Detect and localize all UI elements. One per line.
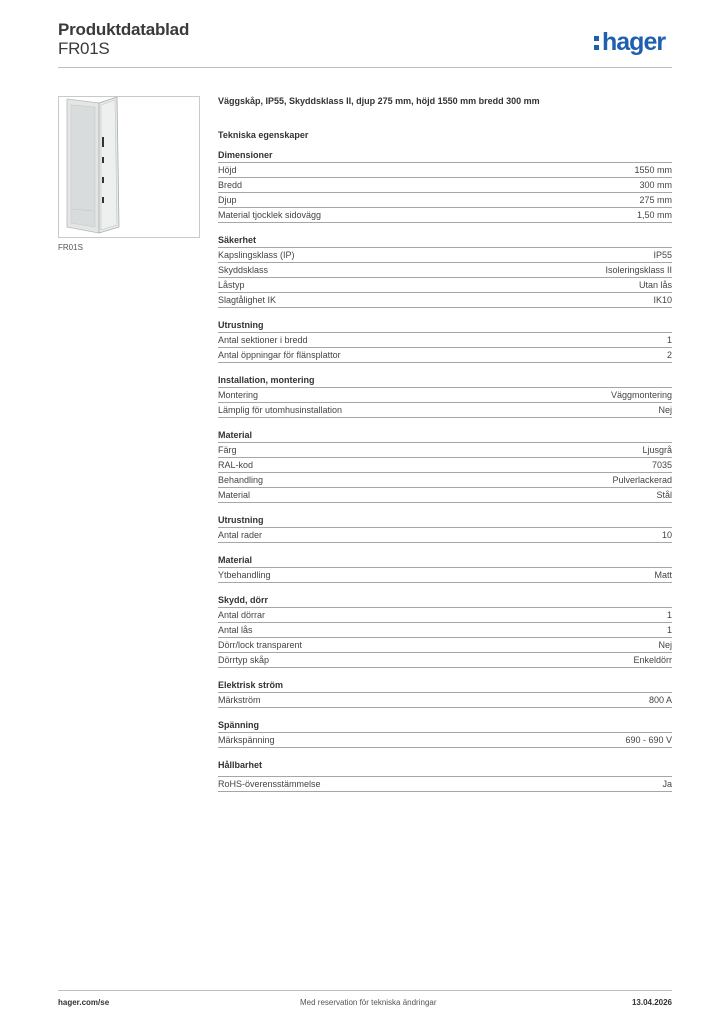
spec-value: 10 [661, 530, 672, 540]
spec-value: 1 [666, 625, 672, 635]
spec-group [218, 233, 672, 308]
spec-value: 300 mm [639, 180, 672, 190]
spec-value: 1 [666, 610, 672, 620]
spec-value: Nej [658, 405, 672, 415]
footer-divider [58, 990, 672, 991]
spec-label: Bredd [218, 180, 243, 190]
spec-group [218, 553, 672, 583]
spec-label: Material [218, 490, 251, 500]
spec-row [218, 263, 672, 278]
spec-value: Enkeldörr [633, 655, 672, 665]
spec-group [218, 148, 672, 223]
spec-group-title: Elektrisk ström [218, 678, 672, 693]
spec-value: 2 [666, 350, 672, 360]
spec-label: Dörr/lock transparent [218, 640, 303, 650]
spec-label: Låstyp [218, 280, 245, 290]
spec-value: Nej [658, 640, 672, 650]
spec-row [218, 777, 672, 792]
spec-group-title: Hållbarhet [218, 758, 672, 777]
spec-value: 1,50 mm [636, 210, 672, 220]
spec-group-title: Dimensioner [218, 148, 672, 163]
product-code: FR01S [58, 39, 110, 58]
spec-label: Ytbehandling [218, 570, 271, 580]
spec-value: Stål [656, 490, 672, 500]
spec-group-title: Material [218, 553, 672, 568]
header-divider [58, 67, 672, 68]
spec-label: RoHS-överensstämmelse [218, 779, 321, 789]
spec-row [218, 623, 672, 638]
spec-label: Märkspänning [218, 735, 275, 745]
spec-group [218, 758, 672, 792]
spec-value: 7035 [651, 460, 672, 470]
spec-row [218, 208, 672, 223]
spec-group [218, 428, 672, 503]
spec-group [218, 318, 672, 363]
spec-row [218, 693, 672, 708]
spec-row [218, 528, 672, 543]
spec-group [218, 718, 672, 748]
spec-row [218, 163, 672, 178]
spec-row [218, 388, 672, 403]
spec-value: 690 - 690 V [625, 735, 672, 745]
spec-row [218, 333, 672, 348]
spec-group [218, 593, 672, 668]
spec-label: Märkström [218, 695, 261, 705]
spec-row [218, 488, 672, 503]
spec-group-title: Material [218, 428, 672, 443]
spec-row [218, 248, 672, 263]
spec-group-title: Säkerhet [218, 233, 672, 248]
spec-value: Isoleringsklass II [605, 265, 672, 275]
spec-row [218, 348, 672, 363]
spec-value: Väggmontering [610, 390, 672, 400]
spec-label: Skyddsklass [218, 265, 269, 275]
spec-value: 1550 mm [634, 165, 672, 175]
spec-value: 1 [666, 335, 672, 345]
spec-label: Antal rader [218, 530, 263, 540]
spec-label: Behandling [218, 475, 264, 485]
spec-list [218, 148, 672, 802]
document-title: Produktdatablad [58, 20, 190, 39]
specs-heading: Tekniska egenskaper [218, 130, 309, 140]
spec-value: Pulverlackerad [612, 475, 672, 485]
spec-label: Höjd [218, 165, 237, 175]
spec-label: Kapslingsklass (IP) [218, 250, 295, 260]
spec-group [218, 373, 672, 418]
footer-disclaimer: Med reservation för tekniska ändringar [300, 998, 437, 1007]
spec-label: Djup [218, 195, 237, 205]
spec-row [218, 568, 672, 583]
spec-value: Ja [662, 779, 672, 789]
spec-value: Matt [654, 570, 672, 580]
spec-group-title: Utrustning [218, 318, 672, 333]
spec-group-title: Skydd, dörr [218, 593, 672, 608]
product-description: Väggskåp, IP55, Skyddsklass II, djup 275 mm, höjd 1550 mm bredd 300 mm [218, 96, 540, 106]
spec-value: IP55 [653, 250, 672, 260]
product-image [58, 96, 200, 238]
footer-website-link[interactable]: hager.com/se [58, 998, 110, 1007]
spec-row [218, 443, 672, 458]
hager-logo [594, 28, 665, 56]
spec-value: 275 mm [639, 195, 672, 205]
spec-row [218, 403, 672, 418]
spec-row [218, 653, 672, 668]
spec-value: Utan lås [638, 280, 672, 290]
spec-label: RAL-kod [218, 460, 254, 470]
spec-row [218, 178, 672, 193]
spec-label: Slagtålighet IK [218, 295, 277, 305]
spec-row [218, 193, 672, 208]
spec-row [218, 278, 672, 293]
spec-group [218, 678, 672, 708]
spec-group-title: Spänning [218, 718, 672, 733]
spec-row [218, 638, 672, 653]
spec-label: Lämplig för utomhusinstallation [218, 405, 343, 415]
cabinet-illustration [59, 97, 199, 237]
spec-value: 800 A [648, 695, 672, 705]
spec-label: Antal dörrar [218, 610, 266, 620]
spec-group-title: Installation, montering [218, 373, 672, 388]
spec-label: Antal sektioner i bredd [218, 335, 308, 345]
spec-row [218, 293, 672, 308]
spec-label: Färg [218, 445, 237, 455]
spec-label: Antal lås [218, 625, 253, 635]
spec-row [218, 608, 672, 623]
spec-row [218, 733, 672, 748]
spec-group [218, 513, 672, 543]
spec-row [218, 473, 672, 488]
spec-label: Material tjocklek sidovägg [218, 210, 322, 220]
spec-group-title: Utrustning [218, 513, 672, 528]
logo-text: hager [602, 28, 666, 56]
logo-colon-icon [594, 35, 600, 52]
spec-value: IK10 [653, 295, 672, 305]
spec-label: Montering [218, 390, 259, 400]
footer-date: 13.04.2026 [631, 998, 672, 1007]
spec-value: Ljusgrå [642, 445, 672, 455]
spec-label: Dörrtyp skåp [218, 655, 270, 665]
image-caption: FR01S [58, 243, 83, 252]
spec-label: Antal öppningar för flänsplattor [218, 350, 341, 360]
spec-row [218, 458, 672, 473]
